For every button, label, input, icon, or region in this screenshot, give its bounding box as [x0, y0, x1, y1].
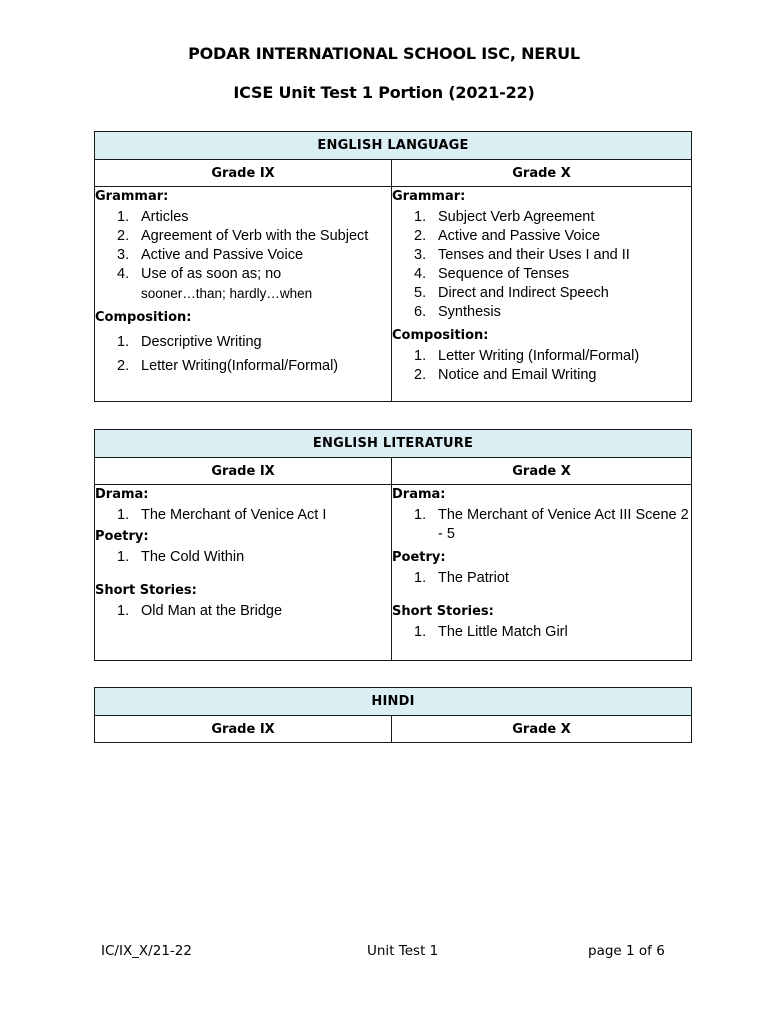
grammar-heading: Grammar: — [392, 189, 466, 204]
list-item: 3. Active and Passive Voice — [117, 247, 304, 263]
section-heading-english-literature: ENGLISH LITERATURE — [95, 430, 692, 458]
grade-ix-cell — [95, 187, 392, 402]
poetry-list — [392, 569, 691, 588]
grade-x-header: Grade X — [392, 458, 692, 485]
list-item: 2. Agreement of Verb with the Subject — [117, 228, 369, 244]
grammar-heading: Grammar: — [95, 189, 169, 204]
list-item: 1. The Little Match Girl — [414, 624, 568, 640]
list-item: 2. Letter Writing(Informal/Formal) — [117, 358, 339, 374]
drama-list — [392, 506, 691, 544]
grade-ix-header: Grade IX — [95, 458, 392, 485]
poetry-heading: Poetry: — [95, 529, 149, 544]
list-item: 6. Synthesis — [414, 304, 501, 320]
footer-page-number: page 1 of 6 — [588, 943, 665, 959]
list-item: 1. The Patriot — [414, 570, 509, 586]
grade-ix-header: Grade IX — [95, 716, 392, 743]
poetry-list — [95, 548, 391, 567]
composition-heading: Composition: — [95, 310, 192, 325]
grade-x-cell — [392, 485, 692, 661]
short-stories-list — [95, 602, 391, 621]
footer-test-label: Unit Test 1 — [367, 943, 439, 959]
list-item: 2. Notice and Email Writing — [414, 367, 597, 383]
composition-list — [392, 347, 691, 385]
english-literature-table — [94, 429, 692, 661]
list-item: 5. Direct and Indirect Speech — [414, 285, 609, 301]
composition-heading: Composition: — [392, 328, 489, 343]
drama-heading: Drama: — [392, 487, 446, 502]
list-item: 1. The Merchant of Venice Act I — [117, 507, 327, 523]
english-language-table — [94, 131, 692, 402]
grade-ix-cell — [95, 485, 392, 661]
short-stories-list — [392, 623, 691, 642]
list-item: 3. Tenses and their Uses I and II — [414, 247, 630, 263]
grammar-list — [95, 208, 391, 304]
short-stories-heading: Short Stories: — [95, 583, 197, 598]
school-title: PODAR INTERNATIONAL SCHOOL ISC, NERUL — [188, 44, 580, 63]
grade-x-header: Grade X — [392, 160, 692, 187]
drama-heading: Drama: — [95, 487, 149, 502]
hindi-table — [94, 687, 692, 743]
list-item: 1. Articles — [117, 209, 189, 225]
list-item: 1. The Cold Within — [117, 549, 245, 565]
section-heading-english-language: ENGLISH LANGUAGE — [95, 132, 692, 160]
list-item: 1. Subject Verb Agreement — [414, 209, 595, 225]
grammar-list — [392, 208, 691, 322]
grade-x-cell — [392, 187, 692, 402]
footer-document-code: IC/IX_X/21-22 — [101, 943, 192, 959]
list-item: 2. Active and Passive Voice — [414, 228, 601, 244]
exam-title: ICSE Unit Test 1 Portion (2021-22) — [233, 83, 535, 102]
drama-list — [95, 506, 391, 525]
list-item: 1. Old Man at the Bridge — [117, 603, 283, 619]
short-stories-heading: Short Stories: — [392, 604, 494, 619]
list-item: 1. Descriptive Writing — [117, 334, 262, 350]
grade-ix-header: Grade IX — [95, 160, 392, 187]
section-heading-hindi: HINDI — [95, 688, 692, 716]
list-item: 1. Letter Writing (Informal/Formal) — [414, 348, 640, 364]
composition-list — [95, 330, 391, 378]
list-item: 1. The Merchant of Venice Act III Scene 2 - 5 — [414, 507, 689, 542]
grade-x-header: Grade X — [392, 716, 692, 743]
poetry-heading: Poetry: — [392, 550, 446, 565]
list-item: 4. Sequence of Tenses — [414, 266, 570, 282]
list-item: 4. Use of as soon as; no sooner…than; hardly…when — [117, 266, 313, 301]
